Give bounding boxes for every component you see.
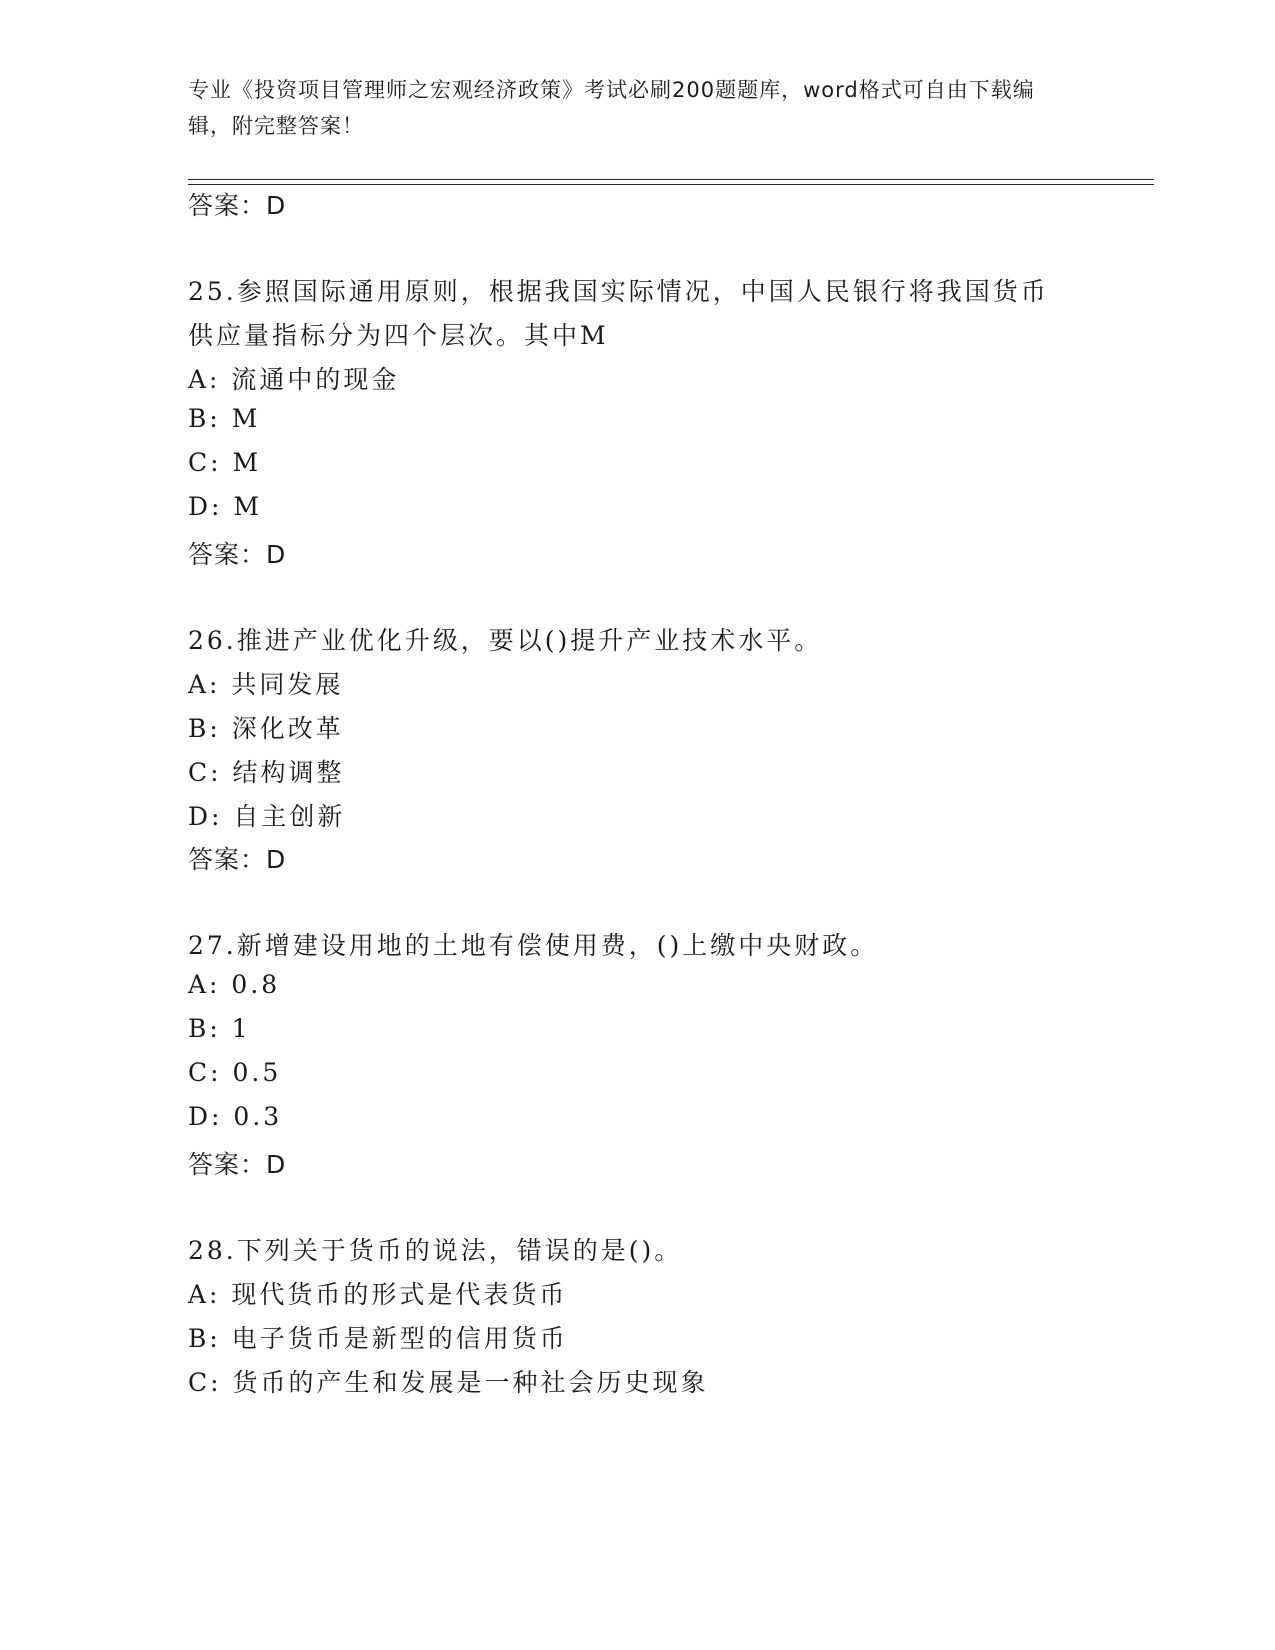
header-divider-top (188, 179, 1154, 180)
option-c: C: 货币的产生和发展是一种社会历史现象 (188, 1368, 709, 1397)
question-stem-continued: 供应量指标分为四个层次。其中M (188, 321, 609, 350)
answer-line: 答案：D (188, 1150, 287, 1179)
option-d: D: 0.3 (188, 1102, 283, 1131)
answer-line: 答案：D (188, 845, 287, 874)
option-a: A: 共同发展 (188, 670, 344, 699)
answer-line: 答案：D (188, 191, 287, 220)
option-a: A: 现代货币的形式是代表货币 (188, 1280, 568, 1309)
option-c: C: 0.5 (188, 1058, 282, 1087)
option-b: B: 1 (188, 1014, 251, 1043)
question-stem: 27.新增建设用地的土地有偿使用费，()上缴中央财政。 (188, 931, 879, 960)
question-stem: 26.推进产业优化升级，要以()提升产业技术水平。 (188, 626, 823, 655)
header-divider-bottom (188, 184, 1154, 185)
option-c: C: 结构调整 (188, 758, 345, 787)
option-d: D: M (188, 492, 263, 521)
question-stem: 28.下列关于货币的说法，错误的是()。 (188, 1236, 683, 1265)
answer-line: 答案：D (188, 540, 287, 569)
option-a: A: 0.8 (188, 970, 281, 999)
option-d: D: 自主创新 (188, 802, 346, 831)
document-header: 专业《投资项目管理师之宏观经济政策》考试必刷200题题库，word格式可自由下载编辑，附完整答案！ (188, 78, 1035, 138)
option-b: B: 深化改革 (188, 714, 344, 743)
option-a: A: 流通中的现金 (188, 365, 400, 394)
question-stem: 25.参照国际通用原则，根据我国实际情况，中国人民银行将我国货币 (188, 277, 1049, 306)
option-c: C: M (188, 448, 262, 477)
option-b: B: M (188, 404, 261, 433)
option-b: B: 电子货币是新型的信用货币 (188, 1324, 568, 1353)
